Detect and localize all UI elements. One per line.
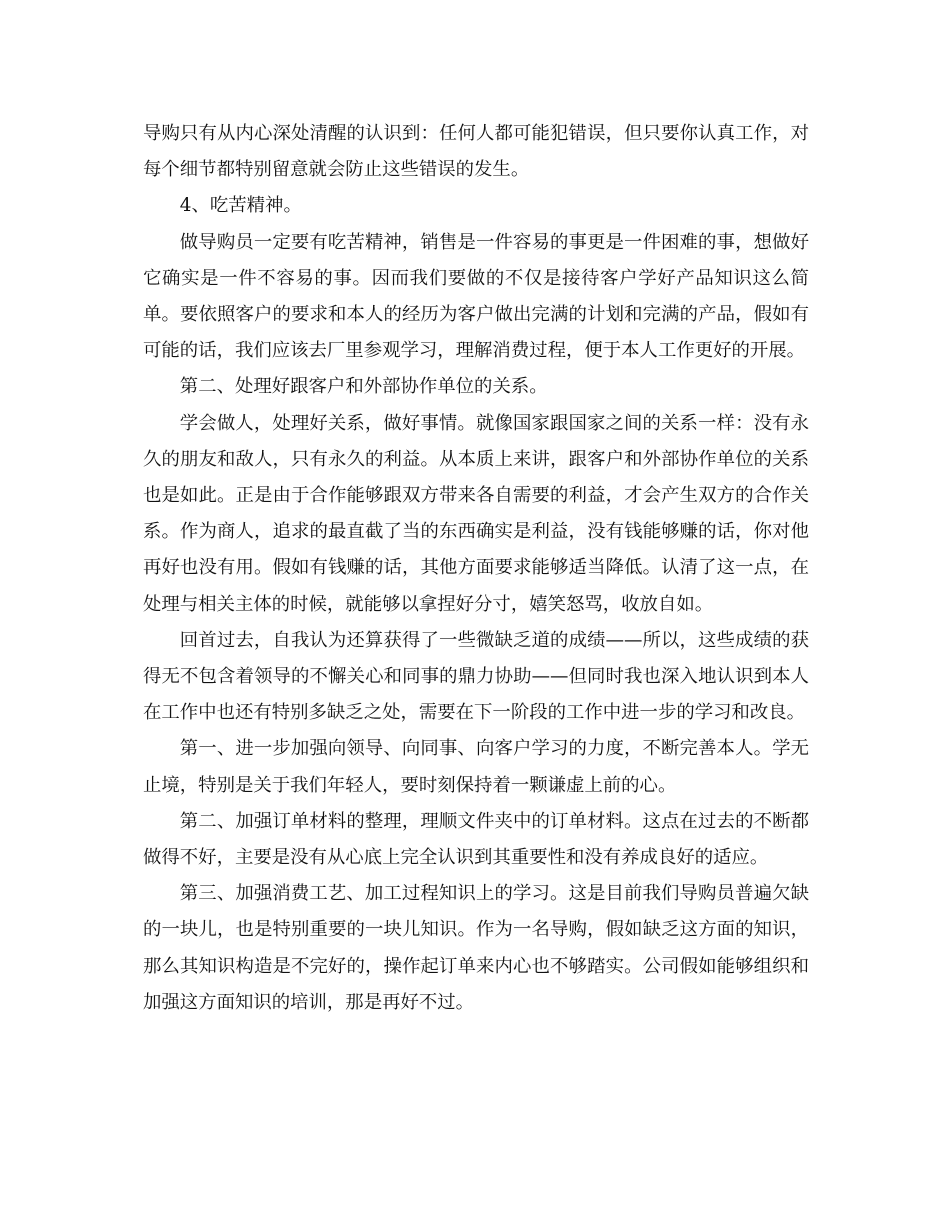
paragraph: 4、吃苦精神。 — [179, 195, 302, 217]
body-text — [143, 116, 809, 1021]
paragraph: 第三、加强消费工艺、加工过程知识上的学习。这是目前我们导购员普遍欠缺的一块儿，也是特别重要的一块儿知识。作为一名导购，假如缺乏这方面的知识，那么其知识构造是不完好的，操作起订单来内心也不够踏实。公司假如能够组织和加强这方面知识的培训，那是再好不过。 — [143, 883, 809, 1013]
paragraph: 回首过去，自我认为还算获得了一些微缺乏道的成绩——所以，这些成绩的获得无不包含着领导的不懈关心和同事的鼎力协助——但同时我也深入地认识到本人在工作中也还有特别多缺乏之处，需要在下一阶段的工作中进一步的学习和改良。 — [143, 629, 809, 724]
paragraph: 导购只有从内心深处清醒的认识到：任何人都可能犯错误，但只要你认真工作，对每个细节都特别留意就会防止这些错误的发生。 — [143, 123, 809, 181]
paragraph: 第二、处理好跟客户和外部协作单位的关系。 — [179, 376, 548, 398]
paragraph: 学会做人，处理好关系，做好事情。就像国家跟国家之间的关系一样：没有永久的朋友和敌人，只有永久的利益。从本质上来讲，跟客户和外部协作单位的关系也是如此。正是由于合作能够跟双方带来各自需要的利益，才会产生双方的合作关系。作为商人，追求的最直截了当的东西确实是利益，没有钱能够赚的话，你对他再好也没有用。假如有钱赚的话，其他方面要求能够适当降低。认清了这一点，在处理与相关主体的时候，就能够以拿捏好分寸，嬉笑怒骂，收放自如。 — [143, 412, 809, 615]
paragraph: 第一、进一步加强向领导、向同事、向客户学习的力度，不断完善本人。学无止境，特别是关于我们年轻人，要时刻保持着一颗谦虚上前的心。 — [143, 738, 809, 796]
paragraph: 做导购员一定要有吃苦精神，销售是一件容易的事更是一件困难的事，想做好它确实是一件不容易的事。因而我们要做的不仅是接待客户学好产品知识这么简单。要依照客户的要求和本人的经历为客户做出完满的计划和完满的产品，假如有可能的话，我们应该去厂里参观学习，理解消费过程，便于本人工作更好的开展。 — [143, 231, 809, 362]
paragraph: 第二、加强订单材料的整理，理顺文件夹中的订单材料。这点在过去的不断都做得不好，主要是没有从心底上完全认识到其重要性和没有养成良好的适应。 — [143, 810, 809, 869]
